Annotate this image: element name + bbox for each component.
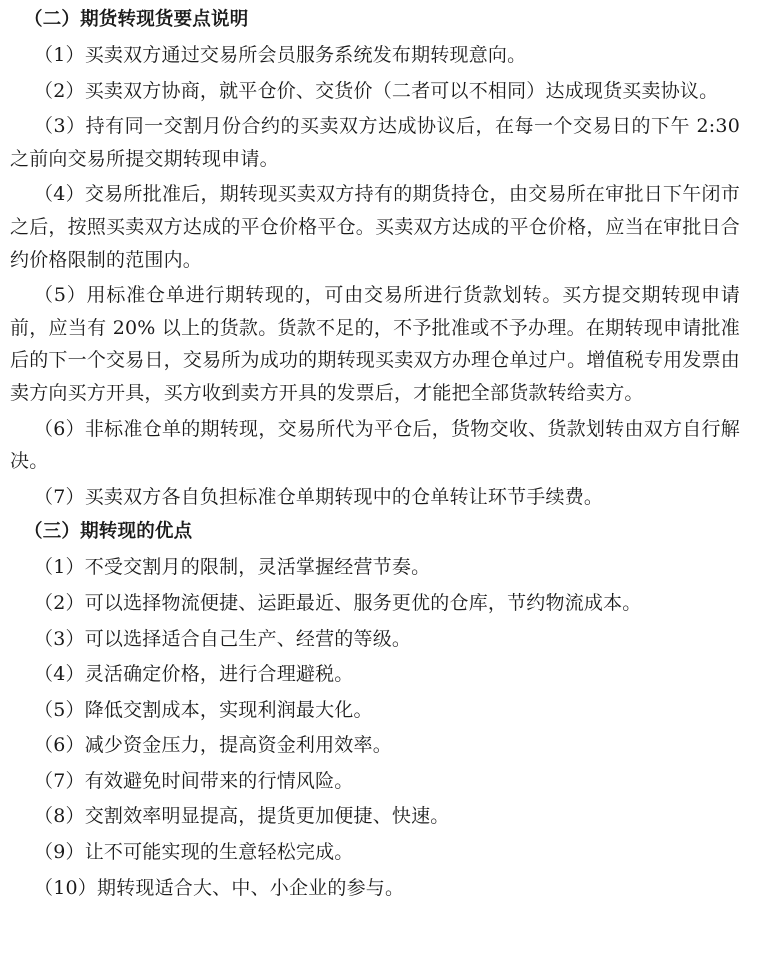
key-point-1: （1）买卖双方通过交易所会员服务系统发布期转现意向。 xyxy=(34,44,527,66)
advantage-7: （7）有效避免时间带来的行情风险。 xyxy=(34,769,354,792)
advantage-5: （5）降低交割成本，实现利润最大化。 xyxy=(34,698,373,721)
section-key-points xyxy=(10,4,740,513)
section-advantages xyxy=(10,516,740,904)
key-point-3: （3）持有同一交割月份合约的买卖双方达成协议后，在每一个交易日的下午 2:30之前向交易所提交期转现申请。 xyxy=(10,115,740,170)
key-point-4: （4）交易所批准后，期转现买卖双方持有的期货持仓，由交易所在审批日下午闭市之后，按照买卖双方达成的平仓价格平仓。买卖双方达成的平仓价格，应当在审批日合约价格限制的范围内。 xyxy=(10,183,740,271)
key-point-2: （2）买卖双方协商，就平仓价、交货价（二者可以不相同）达成现货买卖协议。 xyxy=(34,79,719,102)
advantage-9: （9）让不可能实现的生意轻松完成。 xyxy=(34,841,354,864)
advantage-8: （8）交割效率明显提高，提货更加便捷、快速。 xyxy=(34,805,450,828)
key-point-7: （7）买卖双方各自负担标准仓单期转现中的仓单转让环节手续费。 xyxy=(34,485,604,508)
advantage-10: （10）期转现适合大、中、小企业的参与。 xyxy=(34,876,405,899)
advantage-6: （6）减少资金压力，提高资金利用效率。 xyxy=(34,734,392,757)
key-point-5: （5）用标准仓单进行期转现的，可由交易所进行货款划转。买方提交期转现申请前，应当有 20% 以上的货款。货款不足的，不予批准或不予办理。在期转现申请批准后的下一个交易日，交易所为成功的期转现买卖双方办理仓单过户。增值税专用发票由卖方向买方开具，买方收到卖方开具的发票后，才能把全部货款转给卖方。 xyxy=(10,284,740,404)
advantage-2: （2）可以选择物流便捷、运距最近、服务更优的仓库，节约物流成本。 xyxy=(34,591,642,614)
advantage-4: （4）灵活确定价格，进行合理避税。 xyxy=(34,663,354,686)
advantage-3: （3）可以选择适合自己生产、经营的等级。 xyxy=(34,627,412,650)
section-heading-key-points: （二）期货转现货要点说明 xyxy=(24,9,249,30)
section-heading-advantages: （三）期转现的优点 xyxy=(24,521,193,543)
advantage-1: （1）不受交割月的限制，灵活掌握经营节奏。 xyxy=(34,556,431,579)
key-point-6: （6）非标准仓单的期转现，交易所代为平仓后，货物交收、货款划转由双方自行解决。 xyxy=(10,417,740,473)
